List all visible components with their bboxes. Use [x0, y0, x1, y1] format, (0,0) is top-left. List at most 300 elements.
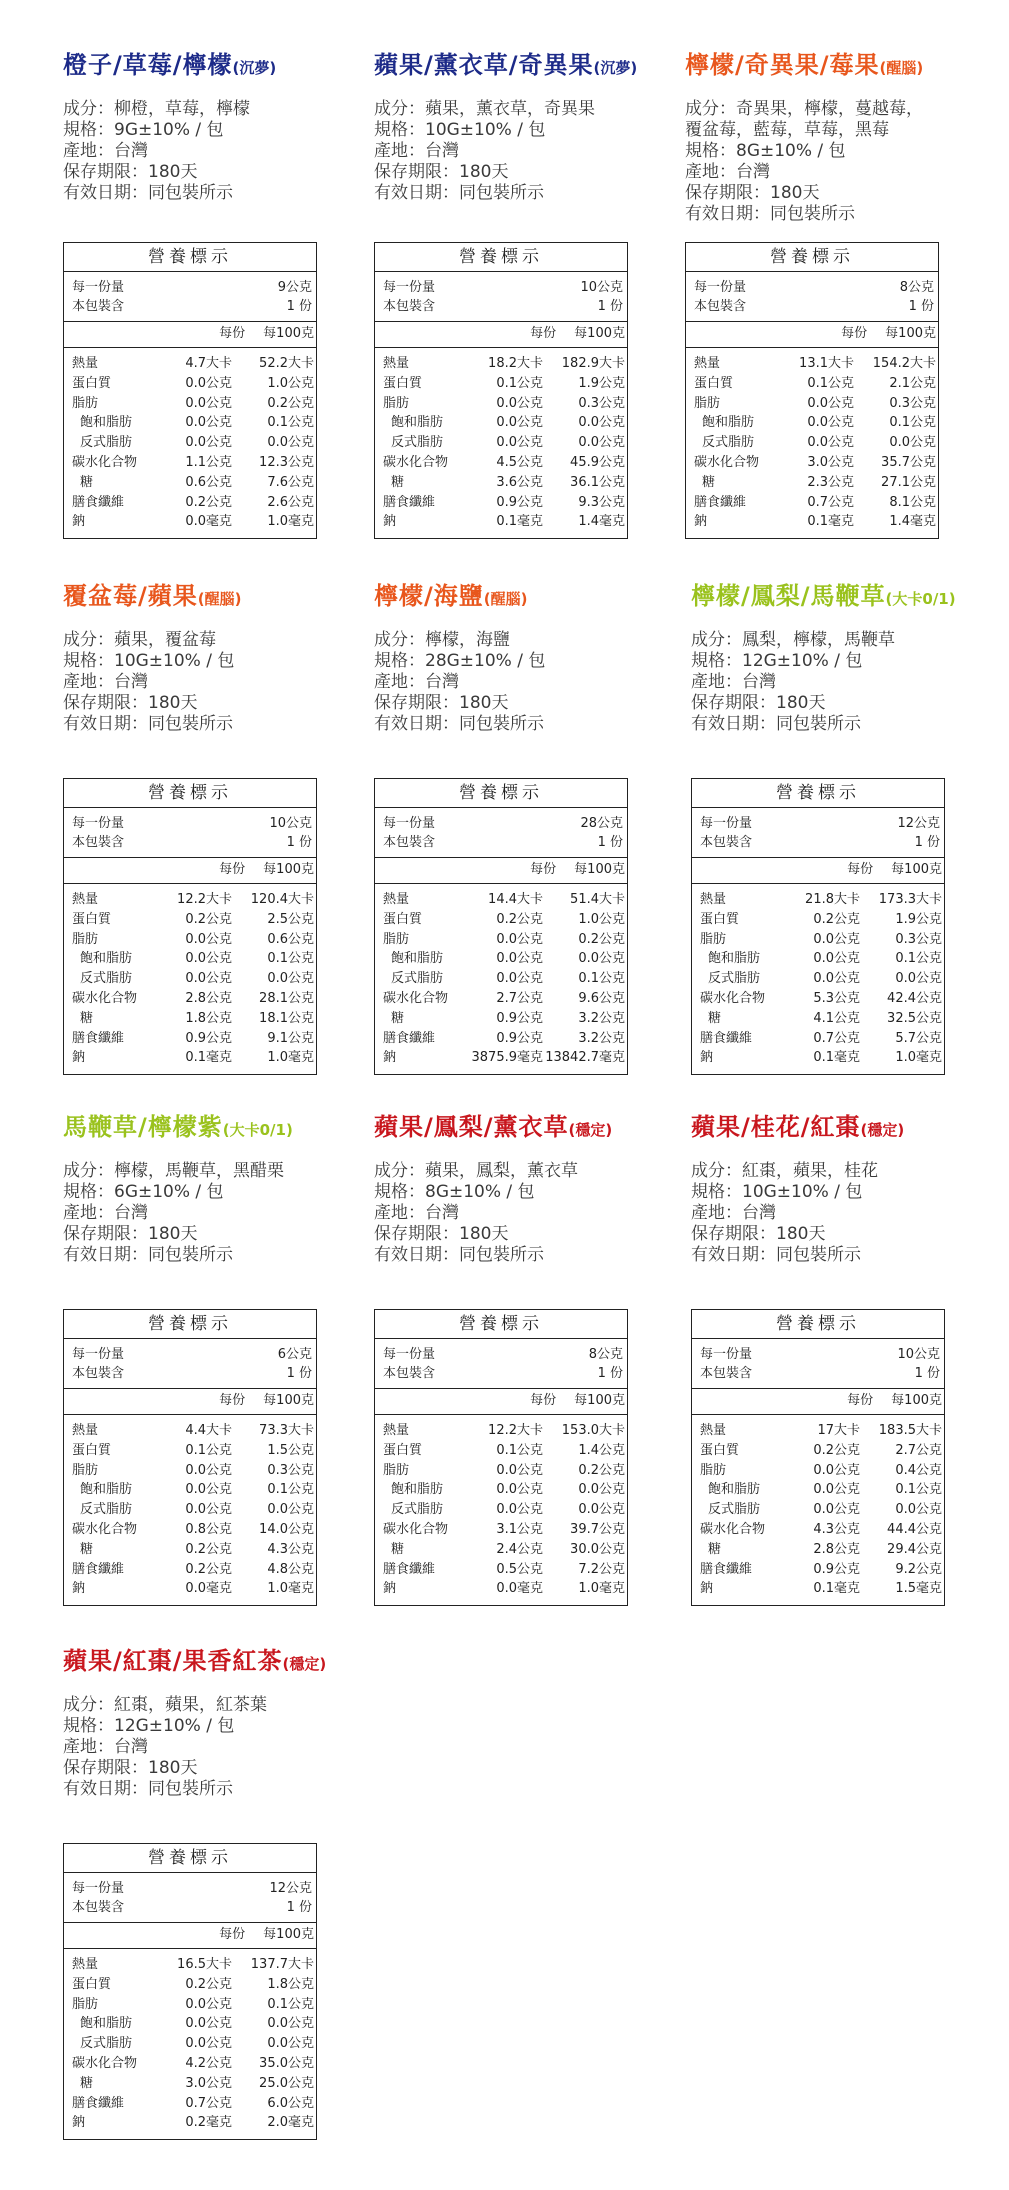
- nutrient-name: 蛋白質: [694, 375, 734, 391]
- nutrient-row-sugar: [383, 1540, 625, 1560]
- nutrient-row-trans-fat: [72, 1500, 314, 1520]
- per-serving-value: 0.0公克: [496, 1462, 543, 1478]
- nutrient-row-fat: [72, 1995, 314, 2015]
- ingredients-line: [691, 630, 1001, 651]
- nutrient-row-fiber: [383, 1560, 625, 1580]
- serving-size-value: 10公克: [269, 816, 312, 831]
- product-name: 蘋果/紅棗/果香紅茶: [63, 1647, 283, 1675]
- nutrient-row-sodium: [694, 512, 936, 532]
- per-serving-value: 0.0公克: [185, 931, 232, 947]
- origin-line-value: 台灣: [114, 672, 148, 692]
- ingredients-line: [685, 99, 995, 120]
- expiry-line-label: 有效日期：: [374, 183, 459, 203]
- product-title: [374, 1112, 684, 1145]
- per-100g-header: 每100克: [263, 1393, 314, 1408]
- ingredients-line: [691, 1161, 1001, 1182]
- nutrient-row-protein: [72, 374, 314, 394]
- per-100g-value: 137.7大卡: [250, 1957, 314, 1972]
- nutrient-name: 脂肪: [700, 1462, 727, 1478]
- nutrient-rows: [686, 348, 938, 538]
- per-serving-value: 0.0公克: [496, 931, 543, 947]
- serving-size-label: 每一份量: [700, 816, 753, 831]
- per-100g-value: 182.9大卡: [561, 356, 625, 371]
- nutrient-row-carbs: [383, 1520, 625, 1540]
- origin-line-value: 台灣: [114, 141, 148, 161]
- nutrient-name: 鈉: [383, 514, 397, 530]
- spec-line-value: 8G±10% / 包: [736, 141, 846, 161]
- nutrient-name: 膳食纖維: [383, 1561, 436, 1577]
- product-name: 蘋果/桂花/紅棗: [691, 1113, 861, 1141]
- spec-line: [63, 1182, 373, 1203]
- per-serving-value: 0.2公克: [185, 911, 232, 927]
- origin-line-value: 台灣: [742, 672, 776, 692]
- per-serving-value: 0.0公克: [496, 395, 543, 411]
- per-100g-header: 每100克: [263, 862, 314, 877]
- ingredients-line-value: 蘋果，覆盆莓: [114, 630, 216, 650]
- per-100g-value: 73.3大卡: [259, 1423, 314, 1438]
- per-100g-header: 每100克: [885, 326, 936, 341]
- nutrient-row-fat: [72, 930, 314, 950]
- shelf-life-line: [691, 1224, 1001, 1245]
- product-tag: (大卡0/1): [885, 590, 956, 608]
- per-serving-value: 0.2公克: [496, 911, 543, 927]
- ingredients-line-label: 成分：: [63, 1695, 114, 1715]
- servings-row: [72, 1364, 312, 1383]
- product-title: [63, 1112, 373, 1145]
- per-100g-header: 每100克: [574, 1393, 625, 1408]
- nutrient-row-sodium: [700, 1579, 942, 1599]
- shelf-life-line-value: 180天: [459, 693, 509, 713]
- nutrient-name: 脂肪: [383, 931, 410, 947]
- expiry-line-value: 同包裝所示: [148, 1779, 233, 1799]
- nutrient-row-sat-fat: [72, 413, 314, 433]
- nutrient-name: 脂肪: [72, 931, 99, 947]
- per-serving-value: 0.0公克: [185, 395, 232, 411]
- per-serving-value: 0.0公克: [185, 1462, 232, 1478]
- shelf-life-line-label: 保存期限：: [63, 1758, 148, 1778]
- serving-size-value: 9公克: [277, 280, 312, 295]
- product-name: 橙子/草莓/檸檬: [63, 51, 233, 79]
- serving-size-label: 每一份量: [383, 1347, 436, 1362]
- per-serving-value: 16.5大卡: [177, 1957, 232, 1972]
- nutrient-name: 鈉: [700, 1581, 714, 1597]
- nutrient-row-trans-fat: [72, 433, 314, 453]
- per-serving-value: 0.0公克: [807, 415, 854, 431]
- spec-line-label: 規格：: [63, 1182, 114, 1202]
- origin-line-label: 產地：: [374, 1203, 425, 1223]
- per-100g-header: 每100克: [263, 1927, 314, 1942]
- per-serving-value: 0.0公克: [813, 1482, 860, 1498]
- product-card: [63, 1112, 373, 1597]
- servings-label: 本包裝含: [72, 1900, 125, 1915]
- nutrient-name: 膳食纖維: [383, 494, 436, 510]
- spec-line: [691, 651, 1001, 672]
- per-100g-header: 每100克: [263, 326, 314, 341]
- serving-size-row: [72, 1345, 312, 1364]
- per-100g-value: 35.0公克: [259, 2055, 314, 2071]
- per-serving-value: 0.9公克: [813, 1561, 860, 1577]
- serving-size-value: 28公克: [580, 816, 623, 831]
- ingredients-line-2: [685, 120, 995, 141]
- per-serving-value: 0.0公克: [185, 1482, 232, 1498]
- nutrient-row-sodium: [72, 2113, 314, 2133]
- per-100g-value: 0.1公克: [895, 1482, 942, 1498]
- origin-line-label: 產地：: [374, 141, 425, 161]
- ingredients-line-label: 成分：: [374, 1161, 425, 1181]
- per-100g-header: 每100克: [574, 862, 625, 877]
- nutrition-table: [63, 778, 317, 1075]
- per-serving-value: 5.3公克: [813, 990, 860, 1006]
- product-name: 檸檬/鳳梨/馬鞭草: [691, 582, 886, 610]
- nutrient-name: 糖: [708, 1541, 722, 1557]
- serving-section: [375, 272, 627, 322]
- per-100g-value: 0.0公克: [267, 1502, 314, 1518]
- per-serving-value: 0.9公克: [496, 1010, 543, 1026]
- shelf-life-line-value: 180天: [148, 693, 198, 713]
- origin-line-value: 台灣: [736, 162, 770, 182]
- nutrient-row-protein: [383, 374, 625, 394]
- nutrient-row-trans-fat: [383, 969, 625, 989]
- spec-line: [374, 1182, 684, 1203]
- nutrient-name: 飽和脂肪: [80, 1482, 133, 1498]
- spec-line-label: 規格：: [374, 1182, 425, 1202]
- origin-line-value: 台灣: [742, 1203, 776, 1223]
- serving-size-label: 每一份量: [383, 816, 436, 831]
- shelf-life-line-value: 180天: [776, 1224, 826, 1244]
- product-title: [691, 1112, 1001, 1145]
- nutrition-title: 營養標示: [692, 1310, 944, 1339]
- per-100g-value: 18.1公克: [259, 1010, 314, 1026]
- per-100g-value: 1.0公克: [578, 911, 625, 927]
- expiry-line-label: 有效日期：: [63, 1779, 148, 1799]
- nutrient-name: 糖: [391, 1010, 405, 1026]
- per-serving-header: 每份: [219, 1927, 246, 1942]
- per-100g-value: 52.2大卡: [259, 356, 314, 371]
- spec-line-label: 規格：: [691, 1182, 742, 1202]
- serving-section: [692, 1339, 944, 1389]
- per-serving-value: 3.6公克: [496, 474, 543, 490]
- nutrient-name: 脂肪: [72, 1462, 99, 1478]
- origin-line: [63, 1203, 373, 1224]
- nutrient-name: 鈉: [700, 1050, 714, 1066]
- nutrient-row-sodium: [72, 1048, 314, 1068]
- per-serving-value: 0.0公克: [496, 971, 543, 987]
- product-name: 檸檬/奇異果/莓果: [685, 51, 880, 79]
- ingredients-line: [63, 1695, 373, 1716]
- per-serving-header: 每份: [530, 862, 557, 877]
- shelf-life-line-label: 保存期限：: [691, 693, 776, 713]
- origin-line-label: 產地：: [63, 1737, 114, 1757]
- nutrient-name: 鈉: [72, 514, 86, 530]
- origin-line-value: 台灣: [114, 1737, 148, 1757]
- product-tag: (沉夢): [593, 59, 638, 77]
- serving-size-row: [383, 814, 623, 833]
- per-100g-value: 0.6公克: [267, 931, 314, 947]
- nutrient-name: 熱量: [383, 892, 410, 907]
- per-serving-header: 每份: [847, 1393, 874, 1408]
- per-100g-value: 1.0毫克: [578, 1581, 625, 1597]
- nutrient-rows: [64, 348, 316, 538]
- nutrition-table: [691, 1309, 945, 1606]
- shelf-life-line-label: 保存期限：: [374, 693, 459, 713]
- per-serving-value: 4.1公克: [813, 1010, 860, 1026]
- product-tag: (大卡0/1): [222, 1121, 293, 1139]
- expiry-line: [691, 1245, 1001, 1266]
- nutrient-row-fiber: [72, 2094, 314, 2114]
- spec-line-label: 規格：: [685, 141, 736, 161]
- serving-size-value: 8公克: [588, 1347, 623, 1362]
- serving-section: [64, 808, 316, 858]
- nutrient-row-calories: [383, 354, 625, 374]
- per-serving-value: 3875.9毫克: [471, 1050, 543, 1066]
- nutrient-name: 蛋白質: [700, 911, 740, 927]
- per-serving-header: 每份: [530, 1393, 557, 1408]
- serving-size-row: [700, 1345, 940, 1364]
- expiry-line-value: 同包裝所示: [776, 714, 861, 734]
- per-100g-value: 0.2公克: [267, 395, 314, 411]
- expiry-line-value: 同包裝所示: [459, 1245, 544, 1265]
- product-tag: (穩定): [568, 1121, 613, 1139]
- per-100g-header: 每100克: [574, 326, 625, 341]
- spec-line: [374, 120, 684, 141]
- per-100g-value: 1.0毫克: [267, 514, 314, 530]
- nutrient-row-fiber: [383, 493, 625, 513]
- product-tag: (醒腦): [879, 59, 924, 77]
- serving-section: [375, 808, 627, 858]
- per-100g-value: 4.8公克: [267, 1561, 314, 1577]
- per-100g-value: 0.0公克: [578, 951, 625, 967]
- servings-label: 本包裝含: [72, 835, 125, 850]
- per-100g-value: 7.2公克: [578, 1561, 625, 1577]
- nutrient-name: 碳水化合物: [383, 990, 449, 1006]
- spec-line-value: 10G±10% / 包: [114, 651, 235, 671]
- origin-line-value: 台灣: [425, 141, 459, 161]
- per-serving-value: 0.7公克: [185, 2095, 232, 2111]
- per-100g-value: 0.2公克: [578, 1462, 625, 1478]
- nutrient-row-sodium: [72, 1579, 314, 1599]
- shelf-life-line-value: 180天: [148, 162, 198, 182]
- per-100g-value: 3.2公克: [578, 1030, 625, 1046]
- product-name: 馬鞭草/檸檬紫: [63, 1113, 223, 1141]
- spec-line: [63, 1716, 373, 1737]
- per-serving-value: 2.8公克: [813, 1541, 860, 1557]
- nutrient-name: 碳水化合物: [383, 1521, 449, 1537]
- per-100g-value: 0.4公克: [895, 1462, 942, 1478]
- origin-line-label: 產地：: [63, 1203, 114, 1223]
- nutrient-row-fat: [700, 1461, 942, 1481]
- per-100g-value: 0.1公克: [889, 415, 936, 431]
- per-serving-value: 0.0公克: [185, 415, 232, 431]
- nutrient-name: 膳食纖維: [383, 1030, 436, 1046]
- serving-size-label: 每一份量: [383, 280, 436, 295]
- nutrient-row-calories: [700, 1421, 942, 1441]
- ingredients-line: [63, 1161, 373, 1182]
- per-100g-value: 2.6公克: [267, 494, 314, 510]
- product-info: [691, 1161, 1001, 1266]
- per-100g-value: 51.4大卡: [570, 892, 625, 907]
- nutrition-title: 營養標示: [686, 243, 938, 272]
- nutrient-row-carbs: [72, 2054, 314, 2074]
- per-serving-value: 1.1公克: [185, 454, 232, 470]
- spec-line-label: 規格：: [691, 651, 742, 671]
- shelf-life-line-label: 保存期限：: [374, 162, 459, 182]
- per-100g-value: 1.4毫克: [578, 514, 625, 530]
- spec-line-label: 規格：: [63, 1716, 114, 1736]
- per-100g-value: 1.5毫克: [895, 1581, 942, 1597]
- nutrient-row-sodium: [383, 1579, 625, 1599]
- serving-size-row: [72, 814, 312, 833]
- shelf-life-line-value: 180天: [459, 1224, 509, 1244]
- shelf-life-line-label: 保存期限：: [685, 183, 770, 203]
- per-serving-value: 0.0公克: [813, 951, 860, 967]
- nutrient-name: 碳水化合物: [383, 454, 449, 470]
- nutrient-row-carbs: [72, 989, 314, 1009]
- per-100g-value: 1.9公克: [895, 911, 942, 927]
- per-serving-value: 13.1大卡: [799, 356, 854, 371]
- per-serving-value: 0.0公克: [185, 375, 232, 391]
- nutrition-title: 營養標示: [375, 779, 627, 808]
- shelf-life-line-value: 180天: [148, 1758, 198, 1778]
- per-100g-value: 2.1公克: [889, 375, 936, 391]
- shelf-life-line-label: 保存期限：: [374, 1224, 459, 1244]
- per-serving-value: 0.0公克: [185, 1996, 232, 2012]
- serving-size-label: 每一份量: [700, 1347, 753, 1362]
- nutrient-row-calories: [700, 890, 942, 910]
- per-100g-value: 0.1公克: [895, 951, 942, 967]
- ingredients-line-label: 成分：: [685, 99, 736, 119]
- per-serving-value: 3.0公克: [807, 454, 854, 470]
- per-100g-value: 0.0公克: [578, 435, 625, 451]
- origin-line: [63, 1737, 373, 1758]
- per-serving-value: 12.2大卡: [488, 1423, 543, 1438]
- per-100g-value: 0.0公克: [267, 435, 314, 451]
- nutrient-name: 脂肪: [383, 395, 410, 411]
- shelf-life-line-label: 保存期限：: [63, 693, 148, 713]
- per-100g-value: 42.4公克: [887, 990, 942, 1006]
- servings-label: 本包裝含: [383, 835, 436, 850]
- nutrient-row-protein: [383, 1441, 625, 1461]
- serving-section: [64, 272, 316, 322]
- per-100g-value: 0.0公克: [267, 2016, 314, 2032]
- nutrient-row-sugar: [72, 473, 314, 493]
- per-serving-value: 0.9公克: [185, 1030, 232, 1046]
- per-serving-value: 0.0公克: [185, 1502, 232, 1518]
- spec-line-value: 12G±10% / 包: [114, 1716, 235, 1736]
- expiry-line: [63, 1779, 373, 1800]
- product-name: 蘋果/鳳梨/薰衣草: [374, 1113, 569, 1141]
- per-serving-value: 2.8公克: [185, 990, 232, 1006]
- per-serving-value: 0.0公克: [813, 1462, 860, 1478]
- per-100g-value: 0.3公克: [267, 1462, 314, 1478]
- nutrient-rows: [64, 1949, 316, 2139]
- per-serving-value: 0.0公克: [185, 971, 232, 987]
- expiry-line-value: 同包裝所示: [770, 204, 855, 224]
- shelf-life-line: [691, 693, 1001, 714]
- origin-line-label: 產地：: [63, 672, 114, 692]
- product-name: 蘋果/薰衣草/奇異果: [374, 51, 594, 79]
- per-100g-value: 32.5公克: [887, 1010, 942, 1026]
- serving-size-label: 每一份量: [72, 1881, 125, 1896]
- nutrition-title: 營養標示: [64, 243, 316, 272]
- servings-row: [700, 833, 940, 852]
- nutrient-name: 蛋白質: [383, 911, 423, 927]
- origin-line-label: 產地：: [63, 141, 114, 161]
- per-100g-value: 2.5公克: [267, 911, 314, 927]
- per-serving-value: 0.9公克: [496, 494, 543, 510]
- product-title: [685, 50, 995, 83]
- servings-row: [383, 297, 623, 316]
- per-serving-value: 21.8大卡: [805, 892, 860, 907]
- nutrition-table: [691, 778, 945, 1075]
- per-100g-value: 0.1公克: [267, 1482, 314, 1498]
- ingredients-line-value: 柳橙，草莓，檸檬: [114, 99, 250, 119]
- per-100g-value: 0.1公克: [267, 415, 314, 431]
- expiry-line: [374, 714, 684, 735]
- product-tag: (穩定): [860, 1121, 905, 1139]
- per-serving-value: 0.0公克: [496, 435, 543, 451]
- nutrient-row-sugar: [694, 473, 936, 493]
- ingredients-line-value: 奇異果，檸檬，蔓越莓，: [736, 99, 923, 119]
- serving-size-row: [72, 278, 312, 297]
- serving-size-label: 每一份量: [72, 816, 125, 831]
- per-serving-value: 0.6公克: [185, 474, 232, 490]
- expiry-line-label: 有效日期：: [63, 714, 148, 734]
- nutrient-name: 反式脂肪: [80, 971, 133, 987]
- shelf-life-line-label: 保存期限：: [63, 1224, 148, 1244]
- per-100g-value: 3.2公克: [578, 1010, 625, 1026]
- nutrient-row-sugar: [72, 2074, 314, 2094]
- nutrient-name: 蛋白質: [72, 911, 112, 927]
- per-100g-value: 1.4公克: [578, 1442, 625, 1458]
- nutrient-row-calories: [383, 1421, 625, 1441]
- ingredients-line: [374, 1161, 684, 1182]
- nutrition-table: [63, 1309, 317, 1606]
- nutrient-name: 飽和脂肪: [708, 1482, 761, 1498]
- nutrient-row-carbs: [72, 453, 314, 473]
- per-100g-value: 9.1公克: [267, 1030, 314, 1046]
- servings-label: 本包裝含: [383, 1366, 436, 1381]
- nutrient-row-sat-fat: [383, 1480, 625, 1500]
- serving-size-value: 8公克: [899, 280, 934, 295]
- per-serving-value: 0.7公克: [807, 494, 854, 510]
- nutrient-row-protein: [383, 910, 625, 930]
- per-100g-value: 1.4毫克: [889, 514, 936, 530]
- nutrient-name: 飽和脂肪: [708, 951, 761, 967]
- nutrition-table: [374, 242, 628, 539]
- nutrient-row-carbs: [72, 1520, 314, 1540]
- column-headers: [375, 858, 627, 884]
- shelf-life-line-value: 180天: [148, 1224, 198, 1244]
- per-100g-value: 14.0公克: [259, 1521, 314, 1537]
- nutrient-row-trans-fat: [72, 2034, 314, 2054]
- nutrient-name: 飽和脂肪: [391, 415, 444, 431]
- spec-line-value: 10G±10% / 包: [742, 1182, 863, 1202]
- per-100g-value: 7.6公克: [267, 474, 314, 490]
- nutrient-name: 糖: [702, 474, 716, 490]
- nutrient-row-protein: [694, 374, 936, 394]
- servings-row: [72, 297, 312, 316]
- nutrient-row-fiber: [383, 1029, 625, 1049]
- product-card: [63, 50, 373, 530]
- nutrient-row-protein: [72, 910, 314, 930]
- per-serving-header: 每份: [841, 326, 868, 341]
- product-title: [691, 581, 1001, 614]
- nutrient-row-fat: [383, 930, 625, 950]
- per-100g-value: 1.0毫克: [267, 1050, 314, 1066]
- per-serving-value: 2.7公克: [496, 990, 543, 1006]
- product-title: [374, 581, 684, 614]
- per-serving-value: 1.8公克: [185, 1010, 232, 1026]
